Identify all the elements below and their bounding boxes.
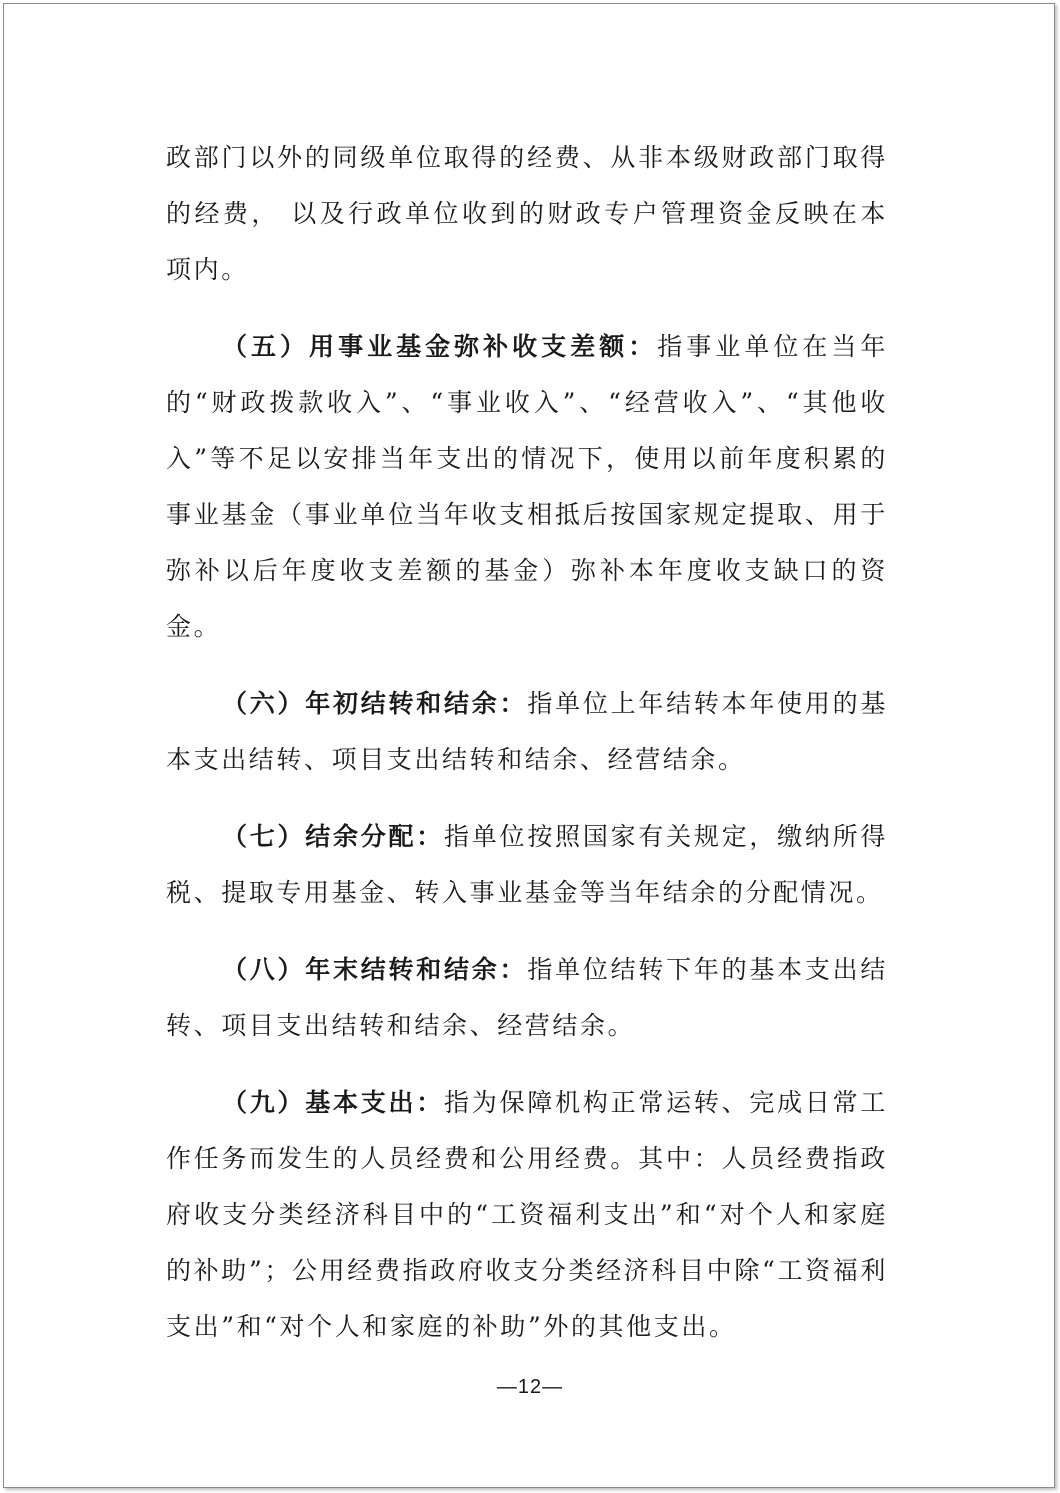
paragraph-body: 指事业单位在当年的“财政拨款收入”、“事业收入”、“经营收入”、“其他收入”等不足以安排当年支出的情况下，使用以前年度积累的事业基金（事业单位当年收支相抵后按国家规定提取、用于弥补以后年度收支差额的基金）弥补本年度收支缺口的资金。 — [166, 332, 888, 641]
paragraph-heading: （五）用事业基金弥补收支差额： — [222, 332, 658, 361]
paragraph-body: 指单位上年结转本年使用的基本支出结转、项目支出结转和结余、经营结余。 — [166, 689, 888, 774]
paragraph-body: 指为保障机构正常运转、完成日常工作任务而发生的人员经费和公用经费。其中：人员经费指政府收支分类经济科目中的“工资福利支出”和“对个人和家庭的补助”；公用经费指政府收支分类经济科目中除“工资福利支出”和“对个人和家庭的补助”外的其他支出。 — [166, 1088, 888, 1341]
paragraph-item-7 — [166, 809, 888, 921]
paragraph-heading: （九）基本支出： — [222, 1088, 445, 1117]
paragraph-body: 指单位结转下年的基本支出结转、项目支出结转和结余、经营结余。 — [166, 955, 888, 1040]
paragraph-item-9 — [166, 1075, 888, 1355]
page-number: —12— — [496, 1376, 564, 1398]
paragraph-heading: （六）年初结转和结余： — [222, 689, 528, 718]
paragraph-heading: （七）结余分配： — [222, 822, 445, 851]
paragraph-body: 政部门以外的同级单位取得的经费、从非本级财政部门取得的经费， 以及行政单位收到的财政专户管理资金反映在本项内。 — [166, 143, 888, 284]
paragraph-continued — [166, 130, 888, 298]
paragraph-body: 指单位按照国家有关规定，缴纳所得税、提取专用基金、转入事业基金等当年结余的分配情况。 — [166, 822, 888, 907]
document-body — [166, 130, 888, 1355]
paragraph-heading: （八）年末结转和结余： — [222, 955, 528, 984]
paragraph-item-8 — [166, 942, 888, 1054]
paragraph-item-6 — [166, 676, 888, 788]
paragraph-item-5 — [166, 319, 888, 655]
